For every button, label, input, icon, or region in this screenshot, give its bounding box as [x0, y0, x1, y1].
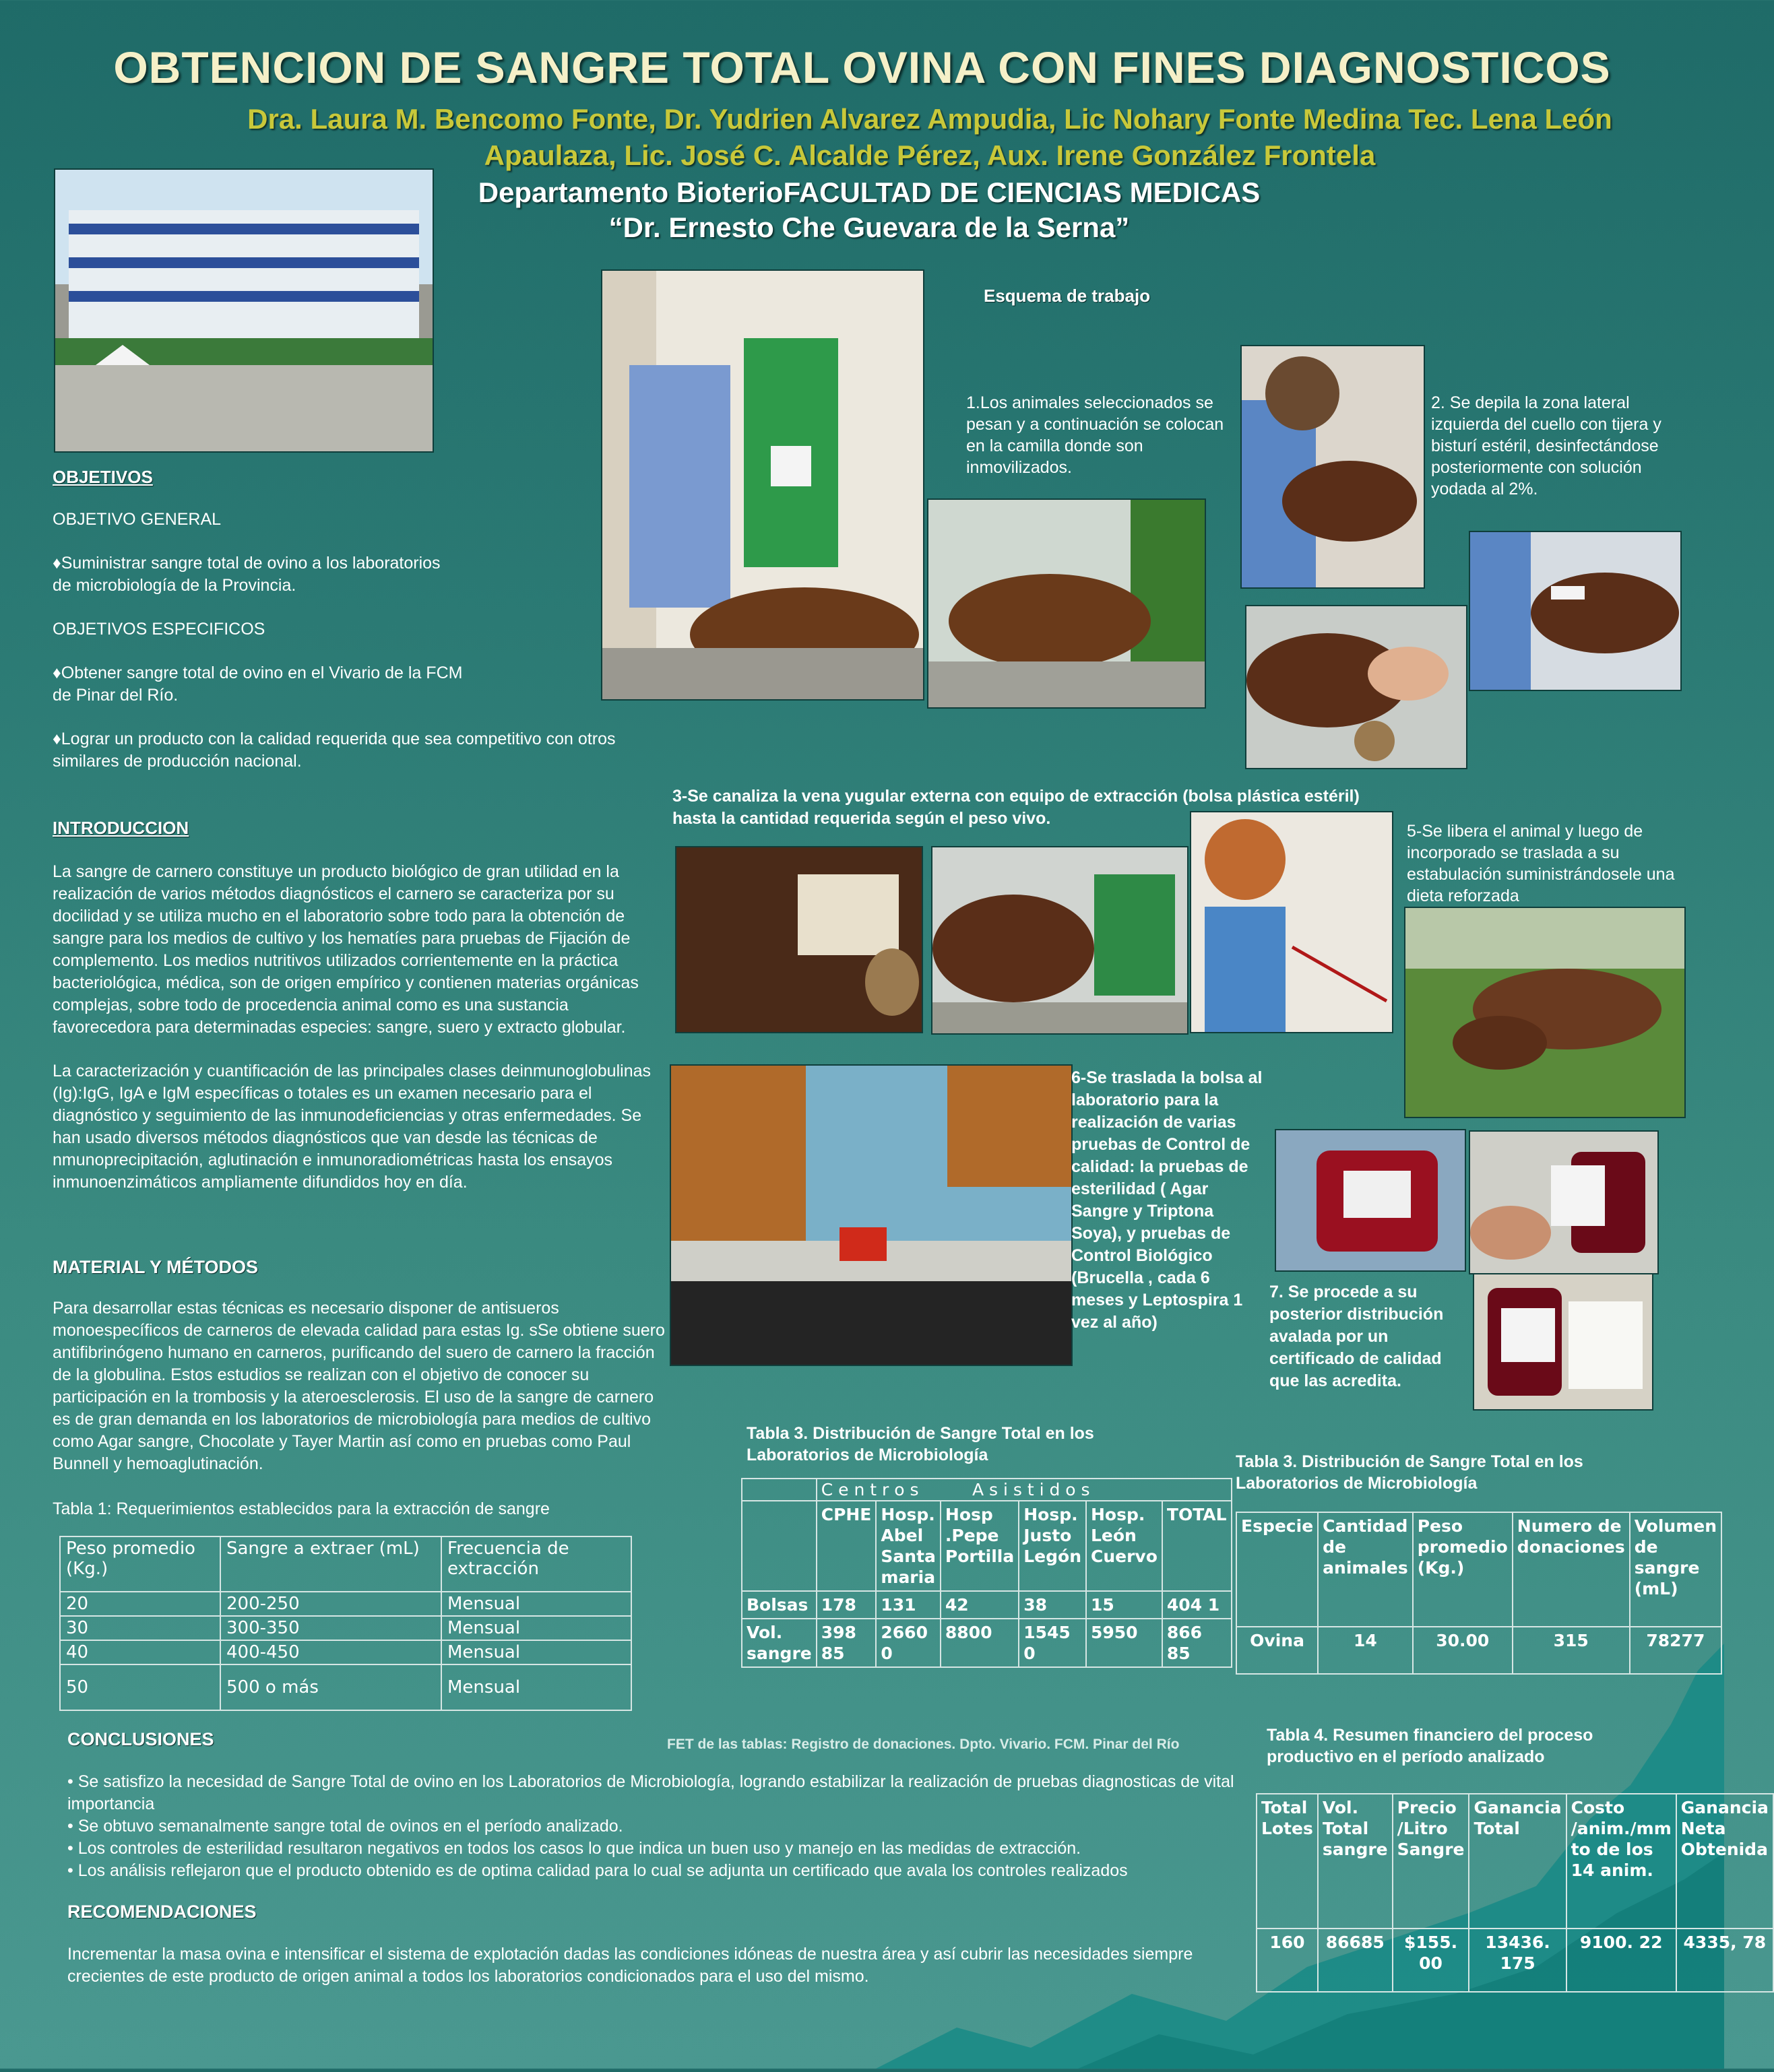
- tabla4-header: Vol. Total sangre: [1318, 1794, 1393, 1929]
- table-row: [1236, 1627, 1721, 1674]
- table-cell: 160: [1257, 1929, 1318, 1992]
- tabla4-header: Costo /anim./mm to de los 14 anim.: [1566, 1794, 1676, 1929]
- table-cell: Mensual: [441, 1664, 631, 1710]
- table-row: [742, 1619, 1232, 1667]
- photo-laboratory: [670, 1064, 1073, 1366]
- step-3-text: 3-Se canaliza la vena yugular externa con equipo de extracción (bolsa plástica estéril) hasta la cantidad requerida según el peso vivo.: [672, 787, 1360, 828]
- conclusion-item: • Se satisfizo la necesidad de Sangre Total de ovino en los Laboratorios de Microbiología, logrando estabilizar la realización de pruebas diagnosticas de vital importancia: [67, 1772, 1234, 1813]
- introduccion-p1: La sangre de carnero constituye un producto biológico de gran utilidad en la realización de varios métodos diagnósticos el carnero se caracteriza por su docilidad y se utiliza mucho en el laboratorio sobre todo para la obtención de sangre para los medios de cultivo y los hematíes para pruebas de Fijación de complemento. Los medios nutritivos utilizados corrientemente en la práctica bacteriológica, médica, son de origen empírico y contienen materias orgánicas complejas, sobre todo de procedencia animal como es una sustancia favorecedora para determinadas especies: sangre, suero y extracto globular.: [53, 862, 639, 1037]
- table-cell: $155. 00: [1393, 1929, 1469, 1992]
- tabla3b-header: Volumen de sangre (mL): [1630, 1512, 1721, 1627]
- poster-title: OBTENCION DE SANGRE TOTAL OVINA CON FINES DIAGNOSTICOS: [113, 42, 1611, 92]
- tabla1-caption: Tabla 1: Requerimientos establecidos para la extracción de sangre: [53, 1499, 550, 1518]
- table-cell: 86685: [1318, 1929, 1393, 1992]
- objetivo-especifico-2: ♦Lograr un producto con la calidad requerida que sea competitivo con otros similares de producción nacional.: [53, 730, 616, 771]
- table-cell: 200-250: [220, 1592, 441, 1616]
- table-row: [1257, 1929, 1773, 1992]
- table-cell: 15: [1086, 1591, 1162, 1619]
- conclusion-item: • Los controles de esterilidad resultaron negativos en todos los casos lo que indica un buen uso y manejo en las medidas de extracción.: [67, 1839, 1081, 1858]
- photo-jugular-3: [1190, 811, 1393, 1033]
- material-section: [53, 1256, 666, 1475]
- step-7-text: 7. Se procede a su posterior distribución avalada por un certificado de calidad que las acredita.: [1269, 1283, 1444, 1390]
- tabla3b-header: Cantidad de animales: [1318, 1512, 1413, 1627]
- tabla1-header: Sangre a extraer (mL): [220, 1536, 441, 1592]
- tabla4-header: Ganancia Neta Obtenida: [1676, 1794, 1773, 1929]
- table-cell: Ovina: [1236, 1627, 1318, 1674]
- objetivo-general-heading: OBJETIVO GENERAL: [53, 510, 222, 529]
- photo-shaving-2: [1469, 531, 1682, 691]
- conclusion-item: • Los análisis reflejaron que el producto obtenido es de optima calidad para lo cual se adjunta un certificado que avala los controles realizados: [67, 1861, 1128, 1880]
- objetivo-especifico-1: ♦Obtener sangre total de ovino en el Vivario de la FCM de Pinar del Río.: [53, 663, 463, 705]
- material-heading: MATERIAL Y MÉTODOS: [53, 1257, 259, 1277]
- table-row: [60, 1592, 631, 1616]
- tabla4-header-row: [1257, 1794, 1773, 1929]
- table-cell: Mensual: [441, 1616, 631, 1640]
- tabla3a-header: Hosp. León Cuervo: [1086, 1501, 1162, 1591]
- dept-line-1: Departamento BioterioFACULTAD DE CIENCIAS MEDICAS: [478, 176, 1261, 208]
- tabla3a-header-row: [742, 1501, 1232, 1591]
- table-cell: 1545 0: [1019, 1619, 1086, 1667]
- table-cell: 400-450: [220, 1640, 441, 1664]
- table-cell: 315: [1513, 1627, 1630, 1674]
- tabla-source-note: FET de las tablas: Registro de donaciones. Dpto. Vivario. FCM. Pinar del Río: [667, 1737, 1180, 1752]
- introduccion-p2: La caracterización y cuantificación de las principales clases deinmunoglobulinas (Ig):IgG, IgA e IgM específicas o totales es un examen necesario para el diagnóstico y seguimiento de las inmunodeficiencias y otras enfermedades. Se han usado diversos métodos diagnósticos que van desde las técnicas de nmunoprecipitación, aglutinación e inmunoradiométricas hasta los ensayos inmunoenzimáticos ampliamente difundidos hoy en día.: [53, 1062, 652, 1192]
- table-cell: 9100. 22: [1566, 1929, 1676, 1992]
- tabla3b-header: Peso promedio (Kg.): [1413, 1512, 1513, 1627]
- photo-blood-bag-1: [1275, 1129, 1466, 1272]
- tabla4-header: Precio /Litro Sangre: [1393, 1794, 1469, 1929]
- tabla3b: [1236, 1512, 1722, 1675]
- table-cell: 50: [60, 1664, 220, 1710]
- table-row: [60, 1616, 631, 1640]
- table-cell: 178: [817, 1591, 877, 1619]
- step-2-text: 2. Se depila la zona lateral izquierda del cuello con tijera y bisturí estéril, desinfectándose posteriormente con solución yodada al 2%.: [1431, 393, 1661, 498]
- photo-shaving-1: [1240, 345, 1425, 589]
- tabla1-header-row: [60, 1536, 631, 1592]
- tabla3a-group-header: C e n t r o s A s i s t i d o s: [817, 1479, 1232, 1501]
- objetivos-heading: OBJETIVOS: [53, 467, 153, 487]
- photo-weighing: [601, 269, 924, 701]
- department: [377, 175, 1361, 245]
- step-1-text: 1.Los animales seleccionados se pesan y a continuación se colocan en la camilla donde son inmovilizados.: [966, 393, 1224, 477]
- authors-line-2: Apaulaza, Lic. José C. Alcalde Pérez, Aux. Irene González Frontela: [484, 139, 1376, 171]
- photo-disinfecting: [1245, 605, 1467, 769]
- table-cell: 20: [60, 1592, 220, 1616]
- table-cell: 38: [1019, 1591, 1086, 1619]
- table-cell: 13436. 175: [1469, 1929, 1566, 1992]
- table-cell: 131: [876, 1591, 941, 1619]
- step-6-text: 6-Se traslada la bolsa al laboratorio para la realización de varias pruebas de Control de calidad: la pruebas de esterilidad ( Agar Sangre y Triptona Soya), y pruebas de Control Biológico (Brucella , cada 6 meses y Leptospira 1 vez al año): [1071, 1068, 1263, 1332]
- table-cell: 500 o más: [220, 1664, 441, 1710]
- table-cell: 866 85: [1162, 1619, 1232, 1667]
- dept-line-2: “Dr. Ernesto Che Guevara de la Serna”: [608, 212, 1130, 243]
- authors-line-1: Dra. Laura M. Bencomo Fonte, Dr. Yudrien Alvarez Ampudia, Lic Nohary Fonte Medina Tec. Lena León: [247, 103, 1612, 135]
- authors: [189, 101, 1671, 174]
- table-cell: 42: [941, 1591, 1019, 1619]
- tabla3a: [741, 1478, 1232, 1668]
- tabla3b-header-row: [1236, 1512, 1721, 1627]
- table-cell: 300-350: [220, 1616, 441, 1640]
- tabla3a-header: Hosp. Justo Legón: [1019, 1501, 1086, 1591]
- table-cell: 30: [60, 1616, 220, 1640]
- photo-jugular-2: [931, 846, 1189, 1035]
- objetivo-general-item: ♦Suministrar sangre total de ovino a los laboratorios de microbiología de la Provincia.: [53, 554, 441, 595]
- introduccion-section: [53, 817, 666, 1194]
- introduccion-heading: INTRODUCCION: [53, 818, 189, 838]
- table-cell: 8800: [941, 1619, 1019, 1667]
- photo-sheep-immobilized: [927, 498, 1206, 709]
- conclusiones-heading: CONCLUSIONES: [67, 1729, 214, 1749]
- objetivos-especificos-heading: OBJETIVOS ESPECIFICOS: [53, 620, 265, 639]
- tabla1: [59, 1536, 632, 1711]
- table-cell: 4335, 78: [1676, 1929, 1773, 1992]
- tabla4-header: Ganancia Total: [1469, 1794, 1566, 1929]
- table-cell: 2660 0: [876, 1619, 941, 1667]
- material-p1: Para desarrollar estas técnicas es necesario disponer de antisueros monoespecíficos de carneros de elevada calidad para estas Ig. sSe obtiene suero antifibrinógeno humano en carneros, purificando del suero de carnero la fracción de la globulina. Estos estudios se realizan con el objetivo de conocer su participación en la trombosis y la ateroesclerosis. El uso de la sangre de carnero es de gran demanda en los laboratorios de microbiología para medios de cultivo como Agar sangre, Chocolate y Tayer Martin así como en pruebas como Paul Bunnell y hemoaglutinación.: [53, 1299, 665, 1473]
- photo-blood-bag-3: [1473, 1273, 1653, 1411]
- tabla4-caption: Tabla 4. Resumen financiero del proceso productivo en el período analizado: [1267, 1726, 1593, 1766]
- tabla3a-header: CPHE: [817, 1501, 877, 1591]
- tabla3a-header: TOTAL: [1162, 1501, 1232, 1591]
- recomendaciones-heading: RECOMENDACIONES: [67, 1902, 257, 1922]
- tabla4-header: Total Lotes: [1257, 1794, 1318, 1929]
- recomendaciones-text: Incrementar la masa ovina e intensificar el sistema de explotación dadas las condiciones idóneas de nuestra área y así cubrir las necesidades siempre crecientes de este producto de origen animal a todos los laboratorios condicionados para el uso del mismo.: [67, 1945, 1193, 1986]
- table-cell: Mensual: [441, 1592, 631, 1616]
- table-cell: [742, 1501, 817, 1591]
- table-cell: 398 85: [817, 1619, 877, 1667]
- esquema-heading: Esquema de trabajo: [984, 286, 1151, 306]
- tabla3b-caption: Tabla 3. Distribución de Sangre Total en los Laboratorios de Microbiología: [1236, 1452, 1583, 1493]
- step-5-text: 5-Se libera el animal y luego de incorporado se traslada a su estabulación suministrándosele una dieta reforzada: [1407, 822, 1675, 905]
- tabla3a-caption: Tabla 3. Distribución de Sangre Total en los Laboratorios de Microbiología: [747, 1424, 1094, 1464]
- table-row: [742, 1591, 1232, 1619]
- tabla1-header: Frecuencia de extracción: [441, 1536, 631, 1592]
- table-cell: [742, 1479, 817, 1501]
- table-cell: 30.00: [1413, 1627, 1513, 1674]
- tabla1-header: Peso promedio (Kg.): [60, 1536, 220, 1592]
- building-photo: [54, 168, 434, 453]
- table-cell: 78277: [1630, 1627, 1721, 1674]
- photo-sheep-grazing: [1404, 907, 1686, 1118]
- table-cell: 404 1: [1162, 1591, 1232, 1619]
- row-label: Bolsas: [742, 1591, 817, 1619]
- tabla3b-header: Especie: [1236, 1512, 1318, 1627]
- photo-jugular-1: [675, 846, 923, 1033]
- recomendaciones-section: [67, 1901, 1240, 1988]
- photo-blood-bag-2: [1469, 1130, 1659, 1274]
- tabla3b-header: Numero de donaciones: [1513, 1512, 1630, 1627]
- tabla3a-header: Hosp .Pepe Portilla: [941, 1501, 1019, 1591]
- tabla3a-header: Hosp. Abel Santa maria: [876, 1501, 941, 1591]
- table-cell: 5950: [1086, 1619, 1162, 1667]
- conclusiones-section: [67, 1728, 1240, 1882]
- table-cell: Mensual: [441, 1640, 631, 1664]
- tabla4: [1256, 1793, 1774, 1993]
- tabla3a-group-row: [742, 1479, 1232, 1501]
- table-cell: 14: [1318, 1627, 1413, 1674]
- row-label: Vol. sangre: [742, 1619, 817, 1667]
- table-row: [60, 1640, 631, 1664]
- objetivos-section: [53, 466, 645, 773]
- conclusion-item: • Se obtuvo semanalmente sangre total de ovinos en el período analizado.: [67, 1817, 623, 1836]
- table-row: [60, 1664, 631, 1710]
- table-cell: 40: [60, 1640, 220, 1664]
